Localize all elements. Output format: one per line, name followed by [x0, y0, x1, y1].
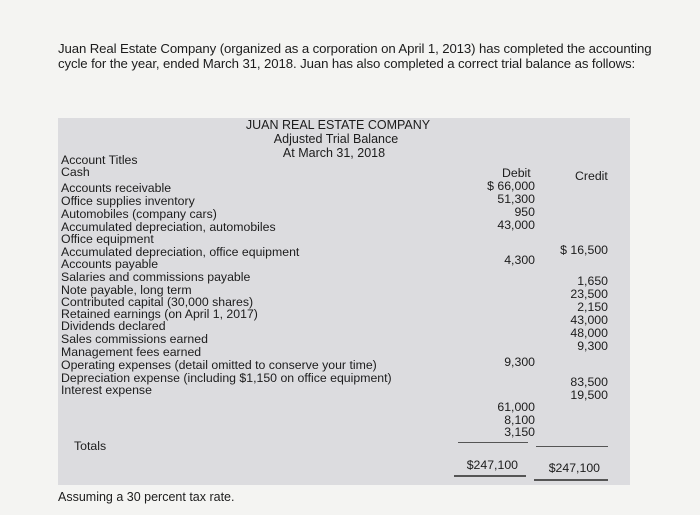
tax-rate-note: Assuming a 30 percent tax rate. [58, 490, 235, 504]
totals-label: Totals [74, 439, 107, 453]
debit-header: Debit [502, 166, 531, 180]
account-row-sales-commissions: Sales commissions earned [61, 332, 208, 346]
statement-date: At March 31, 2018 [282, 146, 386, 160]
trial-balance [58, 118, 630, 485]
account-row-cash: Cash [61, 165, 90, 179]
credit-retained-earnings: 9,300 [577, 339, 608, 353]
credit-header: Credit [575, 169, 608, 183]
credit-accum-dep-auto: $ 16,500 [560, 243, 608, 257]
account-row-depreciation-expense: Depreciation expense (including $1,150 on office equipment) [61, 371, 392, 385]
account-row-interest-expense: Interest expense [61, 383, 152, 397]
credit-payable: 23,500 [570, 287, 608, 301]
debit-office-equipment: 4,300 [504, 253, 535, 267]
account-row-office-equipment: Office equipment [61, 232, 154, 246]
account-row-operating-expenses: Operating expenses (detail omitted to conserve your time) [61, 358, 377, 372]
debit-operating-expenses: 61,000 [497, 400, 535, 414]
debit-automobiles: 43,000 [497, 218, 535, 232]
credit-total-rule [534, 479, 608, 481]
credit-management-fees: 19,500 [570, 388, 608, 402]
problem-intro: Juan Real Estate Company (organized as a corporation on April 1, 2013) has completed the accounting cycle for the year, ended March 31, 2018. Juan has also completed a correct trial balance as follows: [58, 41, 652, 71]
credit-sales-commissions: 83,500 [570, 375, 608, 389]
debit-receivable: 51,300 [497, 192, 535, 206]
credit-note-payable: 43,000 [570, 313, 608, 327]
company-name: JUAN REAL ESTATE COMPANY [245, 118, 431, 132]
debit-total-rule [454, 475, 526, 477]
account-row-payable: Accounts payable [61, 257, 159, 271]
account-titles-header: Account Titles [61, 153, 138, 167]
account-row-accum-dep-office: Accumulated depreciation, office equipment [61, 245, 300, 259]
statement-title: Adjusted Trial Balance [273, 132, 399, 146]
debit-interest-expense: 3,150 [504, 425, 535, 439]
account-row-retained-earnings: Retained earnings (on April 1, 2017) [61, 307, 258, 321]
account-row-salaries: Salaries and commissions payable [61, 270, 251, 284]
credit-salaries: 2,150 [577, 300, 608, 314]
account-row-contributed-capital: Contributed capital (30,000 shares) [61, 295, 254, 309]
total-credit: $247,100 [548, 461, 600, 475]
debit-dividends: 9,300 [504, 355, 535, 369]
account-row-automobiles: Automobiles (company cars) [61, 207, 217, 221]
debit-subtotal-rule [458, 442, 528, 443]
account-row-receivable: Accounts receivable [61, 181, 172, 195]
account-row-supplies: Office supplies inventory [61, 194, 195, 208]
account-row-management-fees: Management fees earned [61, 345, 202, 359]
account-row-accum-dep-auto: Accumulated depreciation, automobiles [61, 220, 276, 234]
total-debit: $247,100 [466, 458, 518, 472]
credit-subtotal-rule [536, 446, 608, 447]
credit-contributed-capital: 48,000 [570, 326, 608, 340]
debit-cash: $ 66,000 [487, 179, 535, 193]
debit-supplies: 950 [514, 205, 535, 219]
credit-accum-dep-office: 1,650 [577, 274, 608, 288]
account-row-dividends: Dividends declared [61, 319, 166, 333]
debit-depreciation-expense: 8,100 [504, 413, 535, 427]
account-row-note-payable: Note payable, long term [61, 283, 192, 297]
